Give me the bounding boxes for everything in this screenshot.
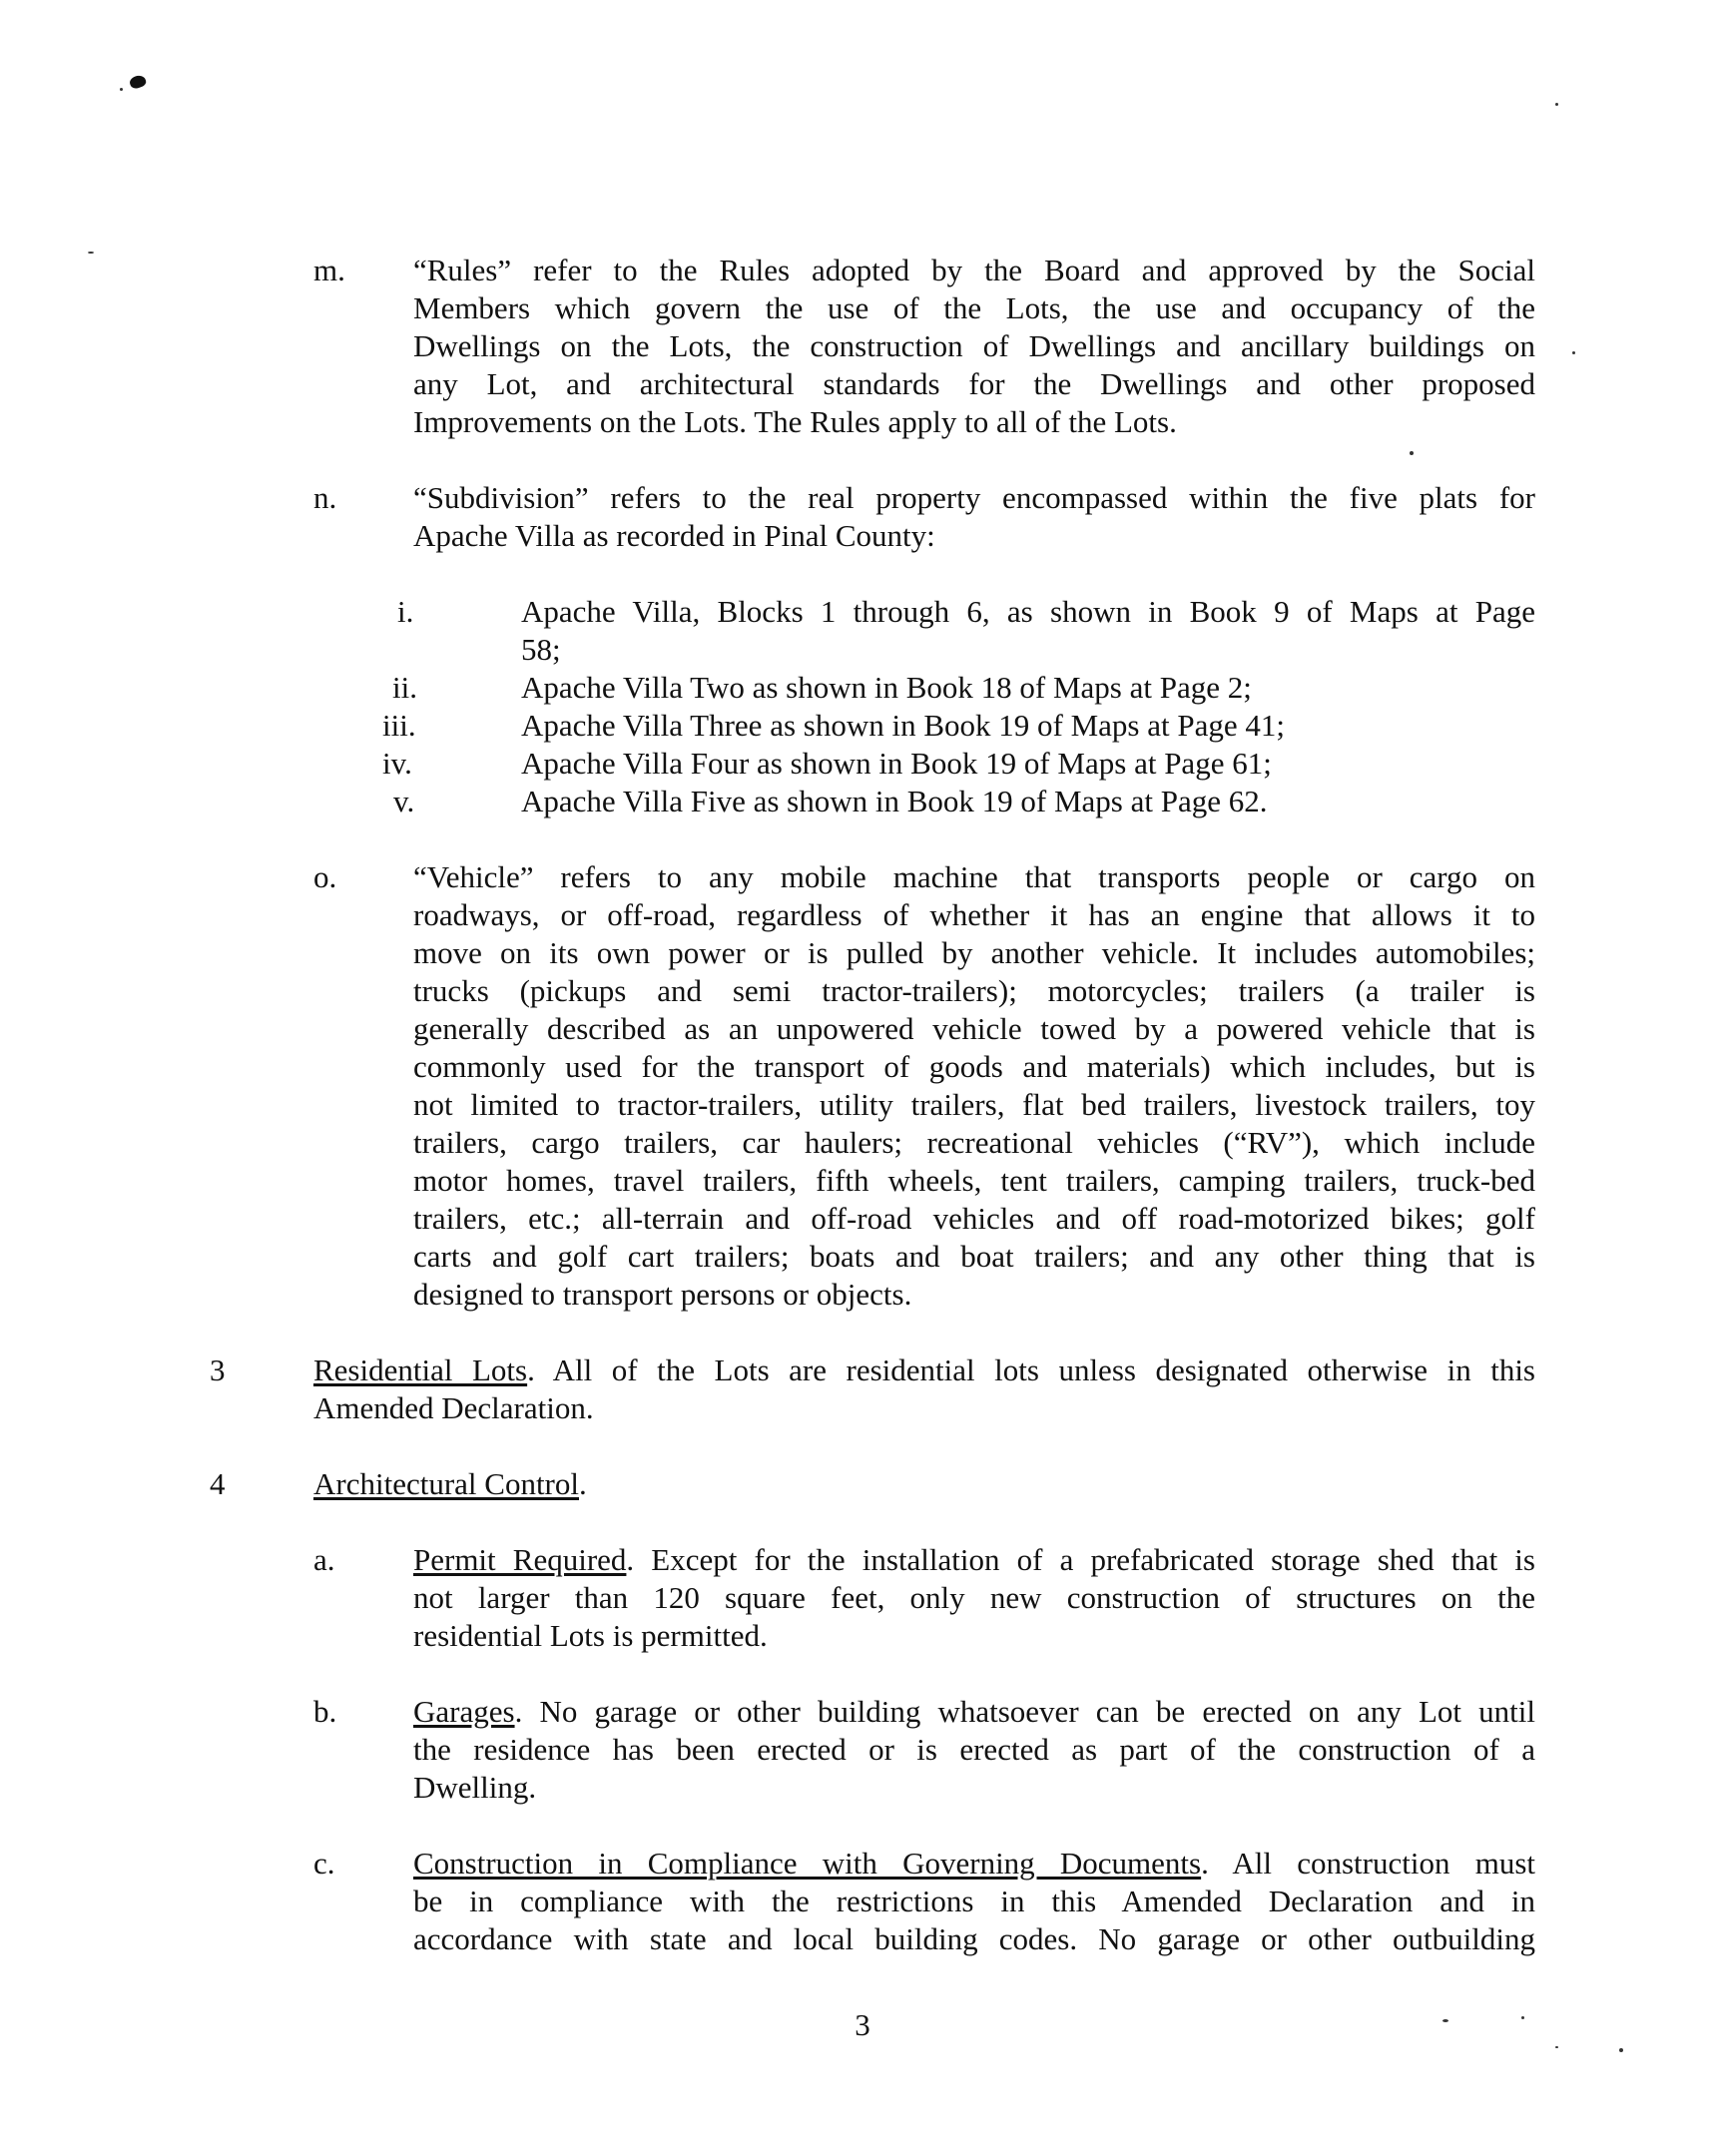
subitem-i-line: 58; (521, 632, 561, 667)
item-o-line: move on its own power or is pulled by another vehicle. It includes automobiles; (413, 935, 1535, 970)
item-o-line: trucks (pickups and semi tractor-trailers); motorcycles; trailers (a trailer is (413, 973, 1535, 1008)
section-3-text: . All of the Lots are residential lots unless designated otherwise in this (527, 1352, 1535, 1387)
item-m-line: Members which govern the use of the Lots, the use and occupancy of the (413, 290, 1535, 325)
item-n-line: “Subdivision” refers to the real property encompassed within the five plats for (413, 480, 1535, 515)
item-m-line: Dwellings on the Lots, the construction of Dwellings and ancillary buildings on (413, 328, 1535, 363)
item-heading: Garages (413, 1694, 515, 1729)
item-o-line: generally described as an unpowered vehicle towed by a powered vehicle that is (413, 1011, 1535, 1046)
item-c-first-line (413, 1845, 1535, 1883)
subitem-marker-v: v. (393, 784, 415, 818)
item-marker-c: c. (313, 1846, 335, 1881)
item-c-line: be in compliance with the restrictions in this Amended Declaration and in (413, 1884, 1535, 1918)
scan-speck (1555, 2046, 1558, 2048)
item-heading: Construction in Compliance with Governing Documents (413, 1846, 1202, 1881)
section-heading: Residential Lots (313, 1352, 528, 1387)
section-number-3: 3 (210, 1352, 226, 1387)
item-o-line: carts and golf cart trailers; boats and boat trailers; and any other thing that is (413, 1239, 1535, 1274)
subitem-marker-i: i. (397, 594, 414, 629)
item-b-line: the residence has been erected or is erected as part of the construction of a (413, 1732, 1535, 1767)
item-c-text: . All construction must (1201, 1846, 1536, 1881)
item-a-first-line (413, 1541, 1535, 1579)
scan-speck (1619, 2048, 1623, 2052)
item-o-line: motor homes, travel trailers, fifth wheels, tent trailers, camping trailers, truck-bed (413, 1163, 1535, 1198)
scan-blot (128, 74, 147, 91)
section-3-line: Amended Declaration. (313, 1390, 594, 1425)
scan-speck (1572, 351, 1575, 354)
item-m-line: “Rules” refer to the Rules adopted by the Board and approved by the Social (413, 253, 1535, 287)
item-o-line: trailers, etc.; all-terrain and off-road vehicles and off road-motorized bikes; golf (413, 1201, 1535, 1236)
item-marker-a: a. (313, 1542, 335, 1577)
item-b-first-line (413, 1693, 1535, 1731)
item-marker-o: o. (313, 859, 337, 894)
subitem-ii-line: Apache Villa Two as shown in Book 18 of Maps at Page 2; (521, 670, 1252, 705)
item-marker-n: n. (313, 480, 337, 515)
section-3-first-line (313, 1351, 1535, 1389)
item-m-line: any Lot, and architectural standards for the Dwellings and other proposed (413, 366, 1535, 401)
subitem-marker-ii: ii. (392, 670, 417, 705)
item-o-line: commonly used for the transport of goods and materials) which includes, but is (413, 1049, 1535, 1084)
scan-speck (120, 88, 123, 91)
item-marker-b: b. (313, 1694, 337, 1729)
page-number: 3 (855, 2007, 870, 2042)
item-a-line: not larger than 120 square feet, only new construction of structures on the (413, 1580, 1535, 1615)
section-4-first-line (313, 1465, 1535, 1503)
item-o-line: not limited to tractor-trailers, utility trailers, flat bed trailers, livestock trailers, toy (413, 1087, 1535, 1122)
item-o-line: “Vehicle” refers to any mobile machine that transports people or cargo on (413, 859, 1535, 894)
item-o-line: designed to transport persons or objects. (413, 1277, 912, 1312)
item-n-line: Apache Villa as recorded in Pinal County: (413, 518, 935, 553)
item-a-line: residential Lots is permitted. (413, 1618, 768, 1653)
subitem-marker-iv: iv. (382, 746, 412, 781)
subitem-marker-iii: iii. (382, 708, 416, 743)
section-number-4: 4 (210, 1466, 226, 1501)
scan-speck (88, 252, 94, 254)
item-o-line: trailers, cargo trailers, car haulers; recreational vehicles (“RV”), which include (413, 1125, 1535, 1160)
item-o-line: roadways, or off-road, regardless of whether it has an engine that allows it to (413, 897, 1535, 932)
subitem-v-line: Apache Villa Five as shown in Book 19 of Maps at Page 62. (521, 784, 1268, 818)
subitem-i-line: Apache Villa, Blocks 1 through 6, as shown in Book 9 of Maps at Page (521, 594, 1535, 629)
item-marker-m: m. (313, 253, 345, 287)
section-4-text: . (579, 1466, 587, 1501)
item-m-line: Improvements on the Lots. The Rules apply to all of the Lots. (413, 404, 1177, 439)
item-b-line: Dwelling. (413, 1770, 537, 1805)
item-a-text: . Except for the installation of a prefabricated storage shed that is (626, 1542, 1535, 1577)
scan-speck (1410, 451, 1414, 455)
item-c-line: accordance with state and local building codes. No garage or other outbuilding (413, 1921, 1535, 1956)
item-heading: Permit Required (413, 1542, 627, 1577)
subitem-iv-line: Apache Villa Four as shown in Book 19 of Maps at Page 61; (521, 746, 1272, 781)
scan-speck (1555, 103, 1558, 106)
item-b-text: . No garage or other building whatsoever can be erected on any Lot until (514, 1694, 1535, 1729)
section-heading: Architectural Control (313, 1466, 579, 1501)
subitem-iii-line: Apache Villa Three as shown in Book 19 of Maps at Page 41; (521, 708, 1285, 743)
